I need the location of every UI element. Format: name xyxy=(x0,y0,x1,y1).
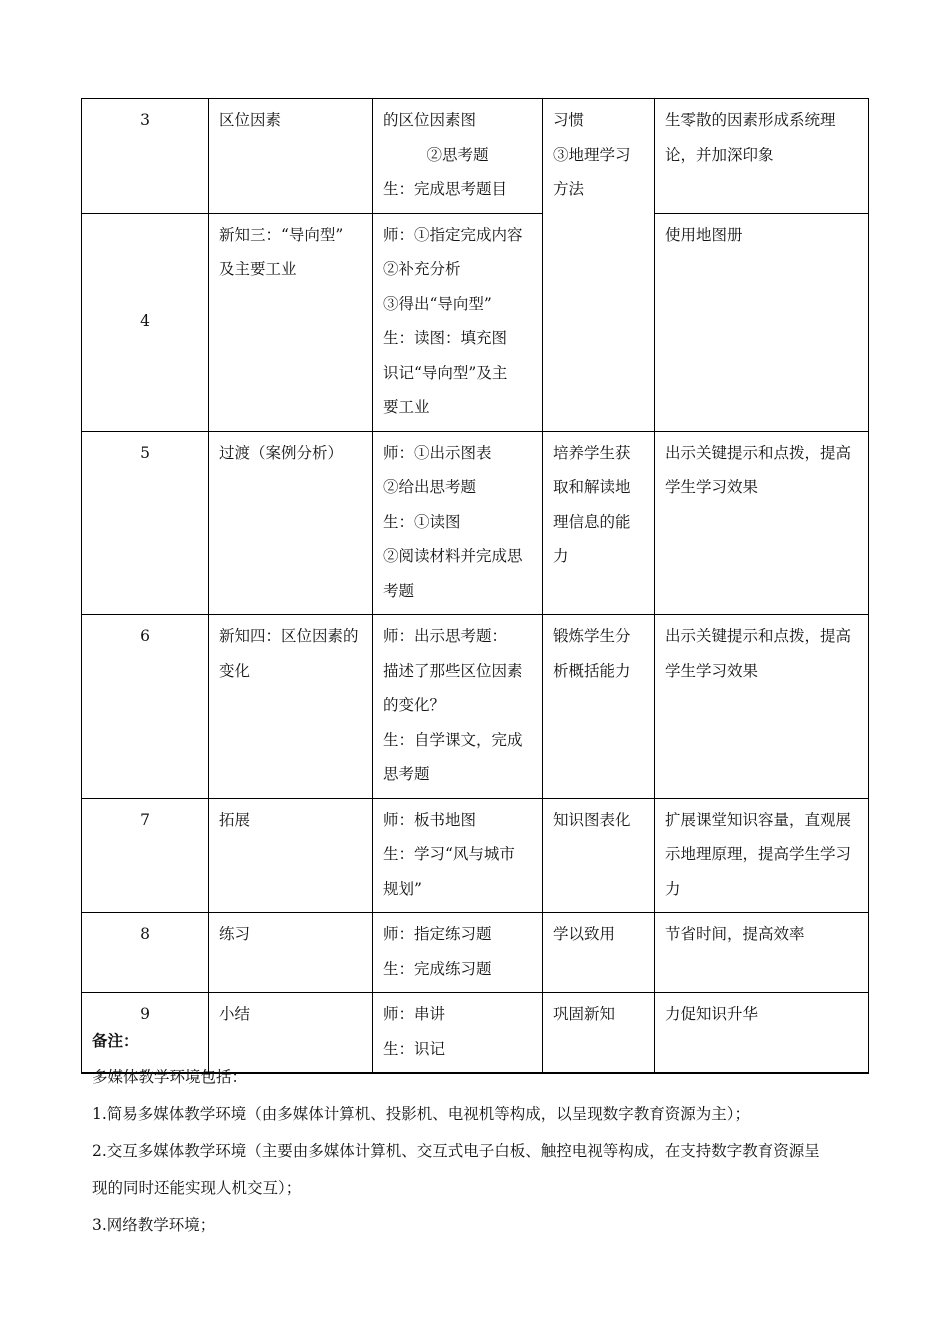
table-row xyxy=(82,213,869,431)
activity-cell: 师：①指定完成内容 ②补充分析 ③得出“导向型” 生：读图：填充图 识记“导向型”及主 要工业 xyxy=(373,213,543,431)
goal-cell: 锻炼学生分 析概括能力 xyxy=(543,615,655,799)
activity-cell: 师：板书地图 生：学习“风与城市 规划” xyxy=(373,798,543,913)
goal-cell: 巩固新知 xyxy=(543,993,655,1074)
content-cell: 过渡（案例分析） xyxy=(209,431,373,615)
goal-cell: 习惯 ③地理学习 方法 xyxy=(543,99,655,432)
activity-cell: 师：串讲 生：识记 xyxy=(373,993,543,1074)
purpose-cell: 节省时间，提高效率 xyxy=(655,913,869,993)
content-cell: 新知三：“导向型” 及主要工业 xyxy=(209,213,373,431)
table-row xyxy=(82,913,869,993)
table-row xyxy=(82,431,869,615)
goal-cell: 培养学生获 取和解读地 理信息的能 力 xyxy=(543,431,655,615)
lesson-plan-table xyxy=(81,98,869,1074)
table-row xyxy=(82,798,869,913)
notes-title: 备注： xyxy=(92,1031,139,1050)
activity-cell: 师：指定练习题 生：完成练习题 xyxy=(373,913,543,993)
step-number: 8 xyxy=(82,913,209,993)
step-number: 4 xyxy=(82,213,209,431)
purpose-cell: 出示关键提示和点拨，提高 学生学习效果 xyxy=(655,615,869,799)
notes-section xyxy=(92,1022,882,1244)
activity-cell: 师：①出示图表 ②给出思考题 生：①读图 ②阅读材料并完成思 考题 xyxy=(373,431,543,615)
notes-item-2-line-1: 2.交互多媒体教学环境（主要由多媒体计算机、交互式电子白板、触控电视等构成，在支持数字教育资源呈 xyxy=(92,1142,820,1160)
activity-cell: 的区位因素图 ②思考题 生：完成思考题目 xyxy=(373,99,543,214)
goal-cell: 学以致用 xyxy=(543,913,655,993)
content-cell: 区位因素 xyxy=(209,99,373,214)
table-row xyxy=(82,615,869,799)
table-row xyxy=(82,99,869,214)
purpose-cell: 力促知识升华 xyxy=(655,993,869,1074)
activity-cell: 师：出示思考题： 描述了那些区位因素 的变化？ 生：自学课文，完成 思考题 xyxy=(373,615,543,799)
goal-cell: 知识图表化 xyxy=(543,798,655,913)
content-cell: 拓展 xyxy=(209,798,373,913)
purpose-cell: 生零散的因素形成系统理 论，并加深印象 xyxy=(655,99,869,214)
notes-intro: 多媒体教学环境包括： xyxy=(92,1068,248,1086)
content-cell: 小结 xyxy=(209,993,373,1074)
purpose-cell: 扩展课堂知识容量，直观展 示地理原理，提高学生学习 力 xyxy=(655,798,869,913)
step-number: 6 xyxy=(82,615,209,799)
notes-item-1: 1.简易多媒体教学环境（由多媒体计算机、投影机、电视机等构成，以呈现数字教育资源为主）； xyxy=(92,1105,751,1123)
notes-item-2-line-2: 现的同时还能实现人机交互）； xyxy=(92,1179,302,1197)
notes-item-2 xyxy=(92,1133,882,1207)
content-cell: 练习 xyxy=(209,913,373,993)
notes-item-3: 3.网络教学环境； xyxy=(92,1216,216,1234)
step-number: 5 xyxy=(82,431,209,615)
step-number: 9 xyxy=(82,993,209,1074)
step-number: 7 xyxy=(82,798,209,913)
purpose-cell: 使用地图册 xyxy=(655,213,869,431)
step-number: 3 xyxy=(82,99,209,214)
purpose-cell: 出示关键提示和点拨，提高 学生学习效果 xyxy=(655,431,869,615)
content-cell: 新知四：区位因素的 变化 xyxy=(209,615,373,799)
